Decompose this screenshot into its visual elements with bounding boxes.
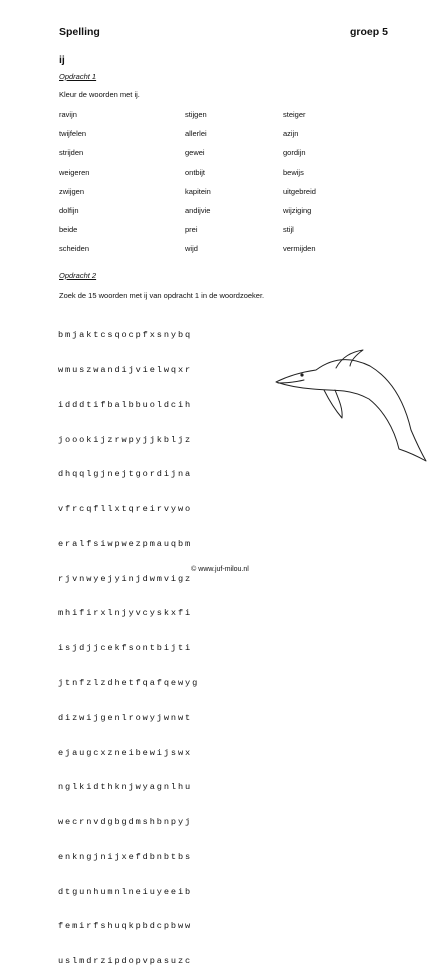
word-list [59, 110, 359, 264]
grid-row: femirfshuqkpbdcpbww [58, 921, 193, 932]
word-item: ontbijt [185, 167, 206, 177]
word-search-grid [58, 307, 199, 979]
dolphin-dorsal-fin [336, 350, 363, 368]
grid-row: wecrnvdgbgdmshbnpyj [58, 817, 193, 828]
word-item: uitgebreid [283, 186, 316, 196]
word-item: wijd [185, 244, 198, 254]
assignment1-title: Opdracht 1 [59, 72, 97, 81]
word-item: ravijn [59, 110, 77, 119]
word-item: scheiden [59, 244, 90, 254]
dolphin-body-outline [276, 360, 426, 461]
grid-row: rjvnwyejyinjdwmvigz [58, 573, 193, 584]
grid-row: ejaugcxzneibewijswx [58, 747, 193, 758]
word-item: gordijn [283, 148, 306, 158]
word-item: kapitein [185, 186, 211, 196]
dolphin-mouth-line [278, 380, 304, 383]
word-item: azijn [283, 129, 299, 139]
grid-row: jtnfzlzdhetfqafqewyg [58, 678, 200, 688]
word-item: steiger [283, 110, 306, 119]
assignment2-instruction: Zoek de 15 woorden met ij van opdracht 1 in de woordzoeker. [59, 291, 265, 300]
grid-row: enkngjnijxefdbnbtbs [58, 851, 193, 862]
grid-row: dizwijgenlrowyjwnwt [58, 712, 193, 723]
footer-credit: © www.juf-milou.nl [191, 566, 249, 573]
grid-row: nglkidthknjwyagnlhu [58, 782, 193, 793]
assignment1-instruction: Kleur de woorden met ij. [59, 90, 140, 99]
header-title-right: groep 5 [350, 26, 388, 38]
word-item: gewei [185, 148, 205, 158]
word-item: stijgen [185, 110, 207, 119]
word-item: dolfijn [59, 205, 79, 215]
grid-row: eralfsiwpwezpmauqbm [58, 538, 193, 549]
word-item: vermijden [283, 244, 316, 254]
dolphin-illustration [272, 348, 427, 464]
word-item: stijl [283, 225, 294, 235]
grid-row: uslmdrzipdopvpasuzc [58, 956, 193, 967]
word-item: strijden [59, 148, 84, 158]
grid-row: dtgunhumnlneiuyeeib [58, 886, 193, 897]
dolphin-eye [300, 373, 303, 376]
word-item: zwijgen [59, 186, 85, 196]
word-item: weigeren [59, 167, 90, 177]
grid-row: vfrcqfllxtqreirvywo [58, 504, 193, 515]
grid-row: dhqqlgjnejtgordijna [58, 469, 193, 480]
word-item: beide [59, 225, 78, 235]
grid-row: mhifirxlnjyvcyskxfi [58, 608, 193, 619]
grid-row: bmjaktcsqocpfxsnybq [58, 330, 193, 341]
header-title-left: Spelling [59, 26, 100, 38]
sound-heading: ij [59, 54, 65, 66]
word-item: allerlei [185, 129, 207, 139]
dolphin-pectoral-fin [324, 390, 342, 418]
grid-row: isjdjjcekfsontbijti [58, 643, 193, 654]
word-item: prei [185, 225, 198, 235]
grid-row: idddtifbalbbuoldcih [58, 399, 193, 410]
grid-row: joookijzrwpyjjkbljz [58, 434, 193, 445]
assignment2-title: Opdracht 2 [59, 271, 97, 280]
word-item: andijvie [185, 205, 211, 215]
word-item: bewijs [283, 167, 304, 177]
grid-row: wmuszwandijvielwqxr [58, 364, 193, 375]
word-item: twijfelen [59, 129, 87, 139]
word-item: wijziging [283, 205, 312, 215]
